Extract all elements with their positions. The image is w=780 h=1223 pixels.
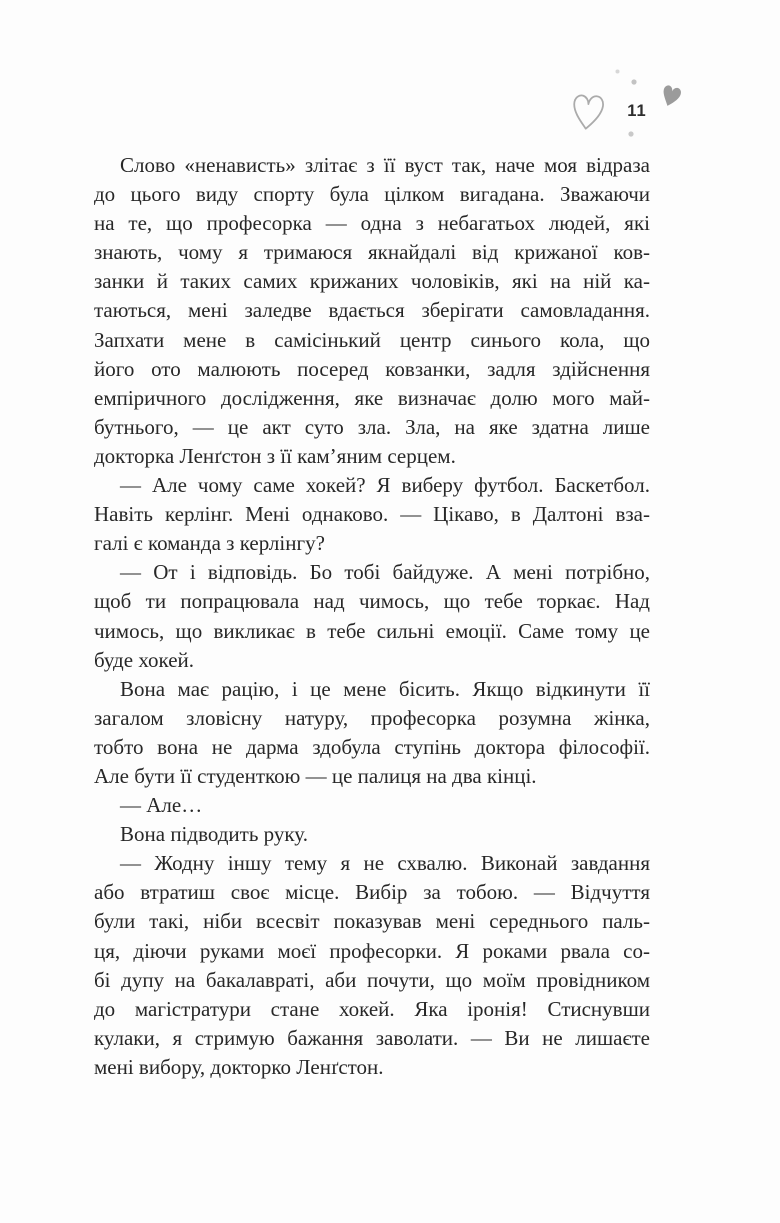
paragraph bbox=[94, 820, 650, 849]
text-line: були такі, ніби всесвіт показував мені середнього паль- bbox=[94, 909, 650, 934]
text-line: його ото малюють посеред ковзанки, задля здійснення bbox=[94, 356, 650, 381]
paragraph bbox=[94, 791, 650, 820]
page-number: 11 bbox=[627, 102, 647, 120]
paragraph bbox=[94, 675, 650, 791]
text-line: або втратиш своє місце. Вибір за тобою. — Відчуття bbox=[94, 880, 650, 905]
text-line: на те, що професорка — одна з небагатьох людей, які bbox=[94, 211, 650, 236]
text-line: щоб ти попрацювала над чимось, що тебе торкає. Над bbox=[94, 589, 650, 614]
outline-heart-path bbox=[572, 94, 604, 130]
text-line: Вона має рацію, і це мене бісить. Якщо відкинути її bbox=[120, 676, 650, 701]
decorative-dot bbox=[628, 131, 634, 137]
dot-shape bbox=[616, 70, 620, 74]
dot-shape bbox=[631, 79, 636, 84]
text-line: тобто вона не дарма здобула ступінь доктора філософії. bbox=[94, 734, 650, 759]
text-line: до магістратури стане хокей. Яка іронія! Стиснувши bbox=[94, 996, 650, 1021]
text-line: Але бути її студенткою — це палиця на два кінці. bbox=[94, 763, 537, 788]
filled-heart-path bbox=[659, 84, 682, 109]
text-line: знають, чому я тримаюся якнайдалі від крижаної ков- bbox=[94, 240, 650, 265]
text-line: — Жодну іншу тему я не схвалю. Виконай завдання bbox=[120, 851, 650, 876]
paragraph bbox=[94, 558, 650, 674]
text-line: — От і відповідь. Бо тобі байдуже. А мені потрібно, bbox=[120, 560, 650, 585]
text-line: докторка Ленґстон з її кам’яним серцем. bbox=[94, 443, 456, 468]
paragraph bbox=[94, 151, 650, 471]
text-line: бі дупу на бакалавраті, аби почути, що моїм провідником bbox=[94, 967, 650, 992]
text-line: Навіть керлінг. Мені однаково. — Цікаво, в Далтоні вза- bbox=[94, 502, 650, 527]
dot-shape bbox=[628, 131, 633, 136]
decorative-dot bbox=[615, 69, 620, 74]
paragraph bbox=[94, 471, 650, 558]
text-line: галі є команда з керлінгу? bbox=[94, 531, 325, 556]
text-line: емпіричного дослідження, яке визначає долю мого май- bbox=[94, 385, 650, 410]
text-line: Слово «ненависть» злітає з її вуст так, наче моя відраза bbox=[120, 153, 650, 177]
text-block bbox=[94, 151, 650, 1082]
text-line: — Але… bbox=[120, 793, 203, 818]
text-line: занки й таких самих крижаних чоловіків, які на ній ка- bbox=[94, 269, 650, 294]
outline-heart-icon bbox=[569, 90, 607, 133]
text-line: ця, діючи руками моєї професорки. Я роками рвала со- bbox=[94, 938, 650, 963]
text-line: мені вибору, докторко Ленґстон. bbox=[94, 1054, 384, 1079]
text-line: кулаки, я стримую бажання заволати. — Ви не лишаєте bbox=[94, 1025, 650, 1050]
paragraph bbox=[94, 849, 650, 1082]
decorative-dot bbox=[631, 79, 637, 85]
text-line: бутнього, — це акт суто зла. Зла, на яке здатна лише bbox=[94, 414, 650, 439]
text-line: таються, мені заледве вдається зберігати самовладання. bbox=[94, 298, 650, 323]
text-line: чимось, що викликає в тебе сильні емоції. Саме тому це bbox=[94, 618, 650, 643]
text-line: Вона підводить руку. bbox=[120, 822, 308, 847]
text-line: буде хокей. bbox=[94, 647, 195, 672]
text-line: до цього виду спорту була цілком вигадана. Зважаючи bbox=[94, 182, 650, 207]
text-line: Запхати мене в самісінький центр синього кола, що bbox=[94, 327, 650, 352]
text-line: — Але чому саме хокей? Я виберу футбол. Баскетбол. bbox=[120, 473, 650, 498]
filled-heart-icon bbox=[658, 82, 685, 112]
text-line: загалом зловісну натуру, професорка розумна жінка, bbox=[94, 705, 650, 730]
